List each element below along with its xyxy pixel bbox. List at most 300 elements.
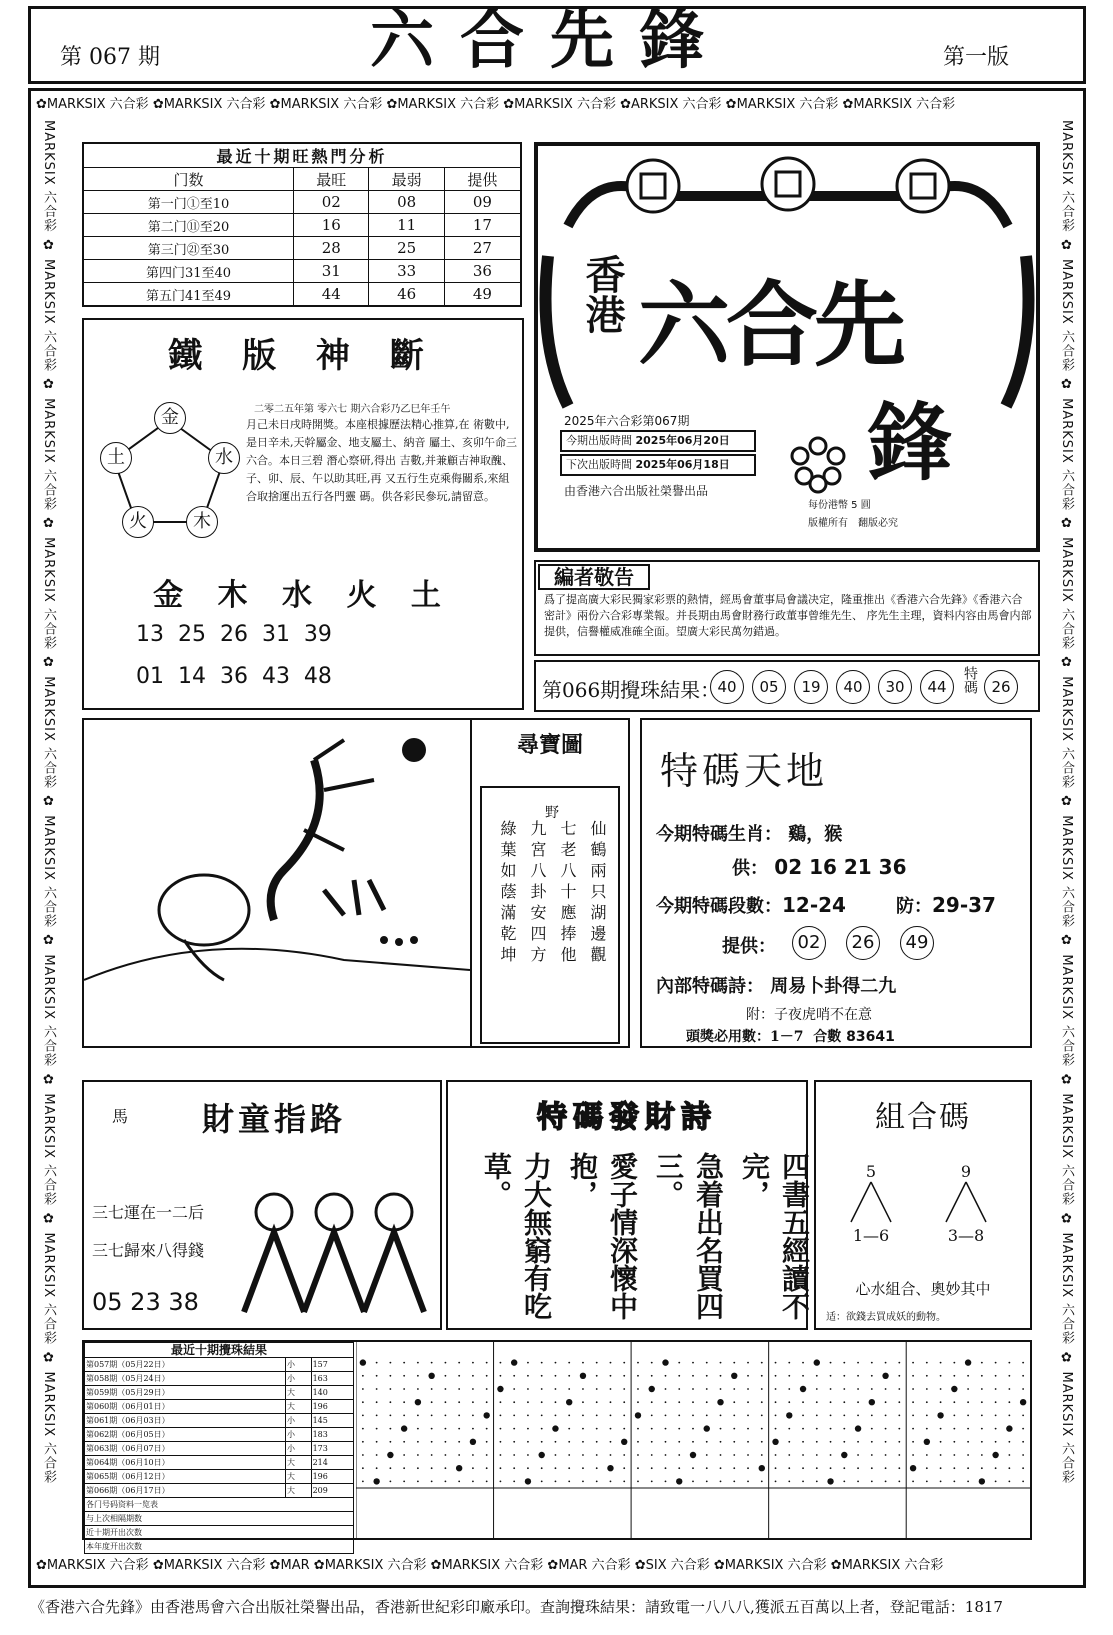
grid-dot: [967, 1467, 969, 1469]
grid-dot: [415, 1399, 421, 1405]
monkey-illustration: [84, 720, 470, 1046]
combo-title: 組合碼: [875, 1100, 971, 1135]
hot-cold-header: 门数 最旺 最弱 提供: [83, 168, 521, 191]
grid-dot: [527, 1401, 529, 1403]
grid-dot: [665, 1454, 667, 1456]
grid-dot: [541, 1428, 543, 1430]
grid-dot: [527, 1388, 529, 1390]
tieban-title: 鐵 版 神 斷: [168, 336, 438, 376]
grid-dot: [857, 1415, 859, 1417]
grid-dot: [610, 1388, 612, 1390]
grid-dot: [995, 1401, 997, 1403]
grid-dot: [720, 1454, 722, 1456]
grid-dot: [637, 1428, 639, 1430]
grid-dot: [458, 1362, 460, 1364]
grid-dot: [692, 1401, 694, 1403]
grid-dot: [500, 1467, 502, 1469]
grid-dot: [926, 1467, 928, 1469]
grid-dot: [816, 1428, 818, 1430]
grid-dot: [843, 1375, 845, 1377]
grid-dot: [1022, 1375, 1024, 1377]
result-ball: 44: [920, 670, 954, 704]
result-ball: 19: [794, 670, 828, 704]
grid-dot: [610, 1428, 612, 1430]
grid-dot: [733, 1467, 735, 1469]
grid-dot: [706, 1388, 708, 1390]
grid-dot: [1008, 1454, 1010, 1456]
grid-dot: [651, 1415, 653, 1417]
grid-dot: [733, 1428, 735, 1430]
grid-dot: [981, 1454, 983, 1456]
grid-dot: [428, 1373, 434, 1379]
grid-dot: [458, 1401, 460, 1403]
grid-dot: [387, 1452, 393, 1458]
grid-dot: [885, 1428, 887, 1430]
grid-dot: [827, 1478, 833, 1484]
grid-dot: [995, 1362, 997, 1364]
grid-dot: [555, 1415, 557, 1417]
grid-dot: [733, 1454, 735, 1456]
table-row: 第063期（06月07日） 小 173: [85, 1442, 354, 1456]
result-ball: 40: [710, 670, 744, 704]
grid-dot: [637, 1362, 639, 1364]
grid-dot: [555, 1467, 557, 1469]
grid-dot: [857, 1467, 859, 1469]
table-row: 第062期（06月05日） 小 183: [85, 1428, 354, 1442]
treasure-col-3: 九宮八卦安四方: [528, 820, 547, 967]
grid-dot: [596, 1362, 598, 1364]
grid-dot: [362, 1441, 364, 1443]
left-border-strip: MARKSIX 六合彩 ✿ MARKSIX 六合彩 ✿ MARKSIX 六合彩 ✿ MARKSIX 六合彩 ✿ MARKSIX 六合彩 ✿ MARKSIX 六合彩 ✿ MARKSIX 六合彩 ✿ MARKSIX 六合彩 ✿ MARKSIX 六合彩 ✿ MARKSIX 六合彩: [41, 120, 56, 1485]
grid-dot: [678, 1454, 680, 1456]
grid-dot: [981, 1467, 983, 1469]
grid-dot: [651, 1401, 653, 1403]
grid-dot: [830, 1415, 832, 1417]
grid-dot: [513, 1467, 515, 1469]
grid-dot: [610, 1454, 612, 1456]
grid-dot: [995, 1467, 997, 1469]
grid-dot: [541, 1388, 543, 1390]
grid-dot: [610, 1481, 612, 1483]
grid-dot: [830, 1375, 832, 1377]
table-row: 第057期（05月22日） 小 157: [85, 1358, 354, 1372]
grid-dot: [596, 1428, 598, 1430]
grid-dot: [362, 1454, 364, 1456]
poem-col-1: 四書五經讀不完，: [738, 1152, 811, 1320]
grid-dot: [555, 1441, 557, 1443]
grid-dot: [541, 1401, 543, 1403]
caitong-title: 財童指路: [202, 1100, 347, 1138]
grid-dot: [582, 1362, 584, 1364]
grid-dot: [692, 1388, 694, 1390]
grid-dot: [623, 1467, 625, 1469]
combo-bottom-left: 1—6: [852, 1226, 890, 1245]
grid-dot: [898, 1467, 900, 1469]
grid-dot: [843, 1467, 845, 1469]
grid-dot: [995, 1388, 997, 1390]
grid-dot: [720, 1467, 722, 1469]
grid-dot: [500, 1401, 502, 1403]
grid-dot: [775, 1481, 777, 1483]
grid-dot: [720, 1362, 722, 1364]
grid-dot: [362, 1415, 364, 1417]
grid-dot: [621, 1439, 627, 1445]
grid-dot: [816, 1388, 818, 1390]
grid-dot: [637, 1441, 639, 1443]
grid-dot: [940, 1441, 942, 1443]
grid-dot: [678, 1401, 680, 1403]
grid-dot: [747, 1362, 749, 1364]
children-illustration: [234, 1182, 434, 1322]
head-row: 頭獎必用數：1－7 合數 83641: [686, 1029, 895, 1045]
grid-dot: [362, 1375, 364, 1377]
grid-dot: [747, 1481, 749, 1483]
grid-dot: [511, 1359, 517, 1365]
grid-dot: [775, 1428, 777, 1430]
grid-dot: [568, 1441, 570, 1443]
grid-dot: [431, 1401, 433, 1403]
grid-dot: [885, 1441, 887, 1443]
poem-box: [446, 1080, 811, 1330]
grid-dot: [788, 1428, 790, 1430]
grid-dot: [926, 1375, 928, 1377]
grid-dot: [568, 1375, 570, 1377]
recent-title: 最近十期攪珠結果: [85, 1343, 354, 1358]
grid-dot: [761, 1454, 763, 1456]
grid-dot: [582, 1415, 584, 1417]
cover-feng: 鋒: [868, 393, 953, 492]
grid-dot: [761, 1428, 763, 1430]
grid-dot: [912, 1388, 914, 1390]
grid-dot: [665, 1441, 667, 1443]
offer-label: 提供：: [722, 936, 776, 957]
grid-dot: [623, 1375, 625, 1377]
grid-dot: [830, 1401, 832, 1403]
grid-dot: [486, 1481, 488, 1483]
treasure-title: 尋寶圖: [516, 732, 583, 758]
grid-dot: [1008, 1441, 1010, 1443]
grid-dot: [979, 1478, 985, 1484]
grid-dot: [871, 1415, 873, 1417]
grid-dot: [857, 1481, 859, 1483]
grid-dot: [830, 1388, 832, 1390]
issue-number: 第 067 期: [60, 45, 160, 70]
grid-dot: [843, 1428, 845, 1430]
grid-dot: [967, 1401, 969, 1403]
grid-dot: [857, 1454, 859, 1456]
grid-dot: [582, 1401, 584, 1403]
element-fire: 火: [122, 506, 154, 538]
grid-dot: [1022, 1388, 1024, 1390]
grid-dot: [953, 1362, 955, 1364]
grid-dot: [720, 1428, 722, 1430]
grid-dot: [513, 1428, 515, 1430]
grid-dot: [538, 1452, 544, 1458]
grid-dot: [401, 1425, 407, 1431]
grid-dot: [665, 1375, 667, 1377]
grid-dot: [761, 1401, 763, 1403]
grid-dot: [431, 1362, 433, 1364]
special-label: 特碼: [962, 666, 978, 694]
grid-dot: [376, 1428, 378, 1430]
table-row: 第058期（05月24日） 小 163: [85, 1372, 354, 1386]
grid-dot: [637, 1454, 639, 1456]
grid-dot: [527, 1362, 529, 1364]
grid-dot: [898, 1415, 900, 1417]
grid-dot: [1022, 1415, 1024, 1417]
grid-dot: [800, 1386, 806, 1392]
grid-dot: [555, 1375, 557, 1377]
grid-dot: [389, 1415, 391, 1417]
tieban-numbers-2: 01 14 36 43 48: [136, 664, 332, 689]
grid-dot: [706, 1467, 708, 1469]
combo-slogan: 心水組合、奧妙其中: [855, 1280, 991, 1298]
grid-dot: [720, 1415, 722, 1417]
grid-dot: [871, 1428, 873, 1430]
element-water: 水: [208, 442, 240, 474]
grid-dot: [843, 1362, 845, 1364]
grid-dot: [678, 1388, 680, 1390]
grid-dot: [417, 1467, 419, 1469]
grid-dot: [981, 1401, 983, 1403]
grid-dot: [500, 1428, 502, 1430]
grid-dot: [651, 1467, 653, 1469]
grid-dot: [568, 1362, 570, 1364]
grid-dot: [761, 1388, 763, 1390]
grid-dot: [706, 1375, 708, 1377]
grid-dot: [513, 1388, 515, 1390]
grid-dot: [704, 1425, 710, 1431]
grid-dot: [376, 1441, 378, 1443]
edition-label: 第一版: [943, 45, 1010, 70]
grid-dot: [596, 1375, 598, 1377]
combo-box: [814, 1080, 1032, 1330]
notice-box: [534, 560, 1040, 656]
grid-dot: [871, 1481, 873, 1483]
grid-dot: [376, 1375, 378, 1377]
grid-dot: [802, 1362, 804, 1364]
grid-dot: [967, 1441, 969, 1443]
grid-dot: [665, 1481, 667, 1483]
grid-dot: [926, 1362, 928, 1364]
grid-dot: [373, 1478, 379, 1484]
grid-dot: [830, 1454, 832, 1456]
treasure-ye: 野: [545, 805, 559, 821]
result-ball: 30: [878, 670, 912, 704]
grid-dot: [417, 1362, 419, 1364]
table-row: 第四门31至40 31 33 36: [83, 260, 521, 283]
grid-dot: [637, 1401, 639, 1403]
table-row: 第061期（06月03日） 小 145: [85, 1414, 354, 1428]
grid-dot: [775, 1375, 777, 1377]
grid-dot: [582, 1388, 584, 1390]
grid-dot: [967, 1375, 969, 1377]
grid-dot: [610, 1375, 612, 1377]
bottom-border-strip: ✿MARKSIX 六合彩 ✿MARKSIX 六合彩 ✿MAR ✿MARKSIX 六合彩 ✿MARKSIX 六合彩 ✿MAR 六合彩 ✿SIX 六合彩 ✿MARKSIX 六合彩 ✿MARKSIX 六合彩: [36, 1558, 944, 1573]
grid-dot: [924, 1439, 930, 1445]
grid-dot: [885, 1388, 887, 1390]
grid-dot: [720, 1441, 722, 1443]
grid-dot: [898, 1375, 900, 1377]
grid-dot: [816, 1441, 818, 1443]
grid-dot: [953, 1401, 955, 1403]
grid-dot: [472, 1467, 474, 1469]
grid-dot: [360, 1359, 366, 1365]
grid-dot: [885, 1362, 887, 1364]
element-wood: 木: [186, 506, 218, 538]
caitong-line1: 三七運在一二后: [92, 1203, 205, 1222]
table-row: 第三门㉑至30 28 25 27: [83, 237, 521, 260]
grid-dot: [967, 1428, 969, 1430]
grid-dot: [898, 1428, 900, 1430]
table-row: 第059期（05月29日） 大 140: [85, 1386, 354, 1400]
grid-dot: [541, 1467, 543, 1469]
grid-dot: [555, 1388, 557, 1390]
grid-dot: [871, 1388, 873, 1390]
grid-dot: [1008, 1415, 1010, 1417]
last-result-label: 第066期攪珠結果：: [542, 678, 721, 702]
grid-dot: [458, 1415, 460, 1417]
grid-dot: [926, 1428, 928, 1430]
grid-dot: [926, 1415, 928, 1417]
grid-dot: [871, 1441, 873, 1443]
combo-top-right: 9: [960, 1162, 972, 1181]
grid-dot: [953, 1441, 955, 1443]
grid-dot: [678, 1375, 680, 1377]
element-earth: 土: [100, 442, 132, 474]
grid-dot: [513, 1401, 515, 1403]
grid-dot: [733, 1481, 735, 1483]
grid-dot: [403, 1415, 405, 1417]
grid-dot: [885, 1401, 887, 1403]
summary-row: 各门号码资料一览表: [85, 1498, 354, 1512]
grid-dot: [541, 1362, 543, 1364]
grid-dot: [871, 1454, 873, 1456]
grid-dot: [403, 1362, 405, 1364]
grid-dot: [747, 1467, 749, 1469]
grid-dot: [761, 1415, 763, 1417]
grid-dot: [869, 1399, 875, 1405]
table-row: 第二门⑪至20 16 11 17: [83, 214, 521, 237]
grid-dot: [486, 1401, 488, 1403]
grid-dot: [802, 1401, 804, 1403]
cover-publisher: 由香港六合出版社榮譽出品: [564, 484, 709, 498]
grid-dot: [637, 1388, 639, 1390]
grid-dot: [841, 1452, 847, 1458]
grid-dot: [678, 1415, 680, 1417]
grid-dot: [555, 1362, 557, 1364]
grid-dot: [802, 1415, 804, 1417]
grid-dot: [788, 1441, 790, 1443]
grid-dot: [525, 1478, 531, 1484]
caitong-box: [82, 1080, 442, 1330]
grid-dot: [775, 1362, 777, 1364]
grid-dot: [772, 1439, 778, 1445]
grid-dot: [486, 1467, 488, 1469]
grid-dot: [967, 1481, 969, 1483]
grid-dot: [761, 1375, 763, 1377]
grid-dot: [816, 1454, 818, 1456]
grid-dot: [376, 1415, 378, 1417]
grid-dot: [940, 1388, 942, 1390]
grid-dot: [665, 1428, 667, 1430]
grid-dot: [871, 1362, 873, 1364]
grid-dot: [417, 1388, 419, 1390]
grid-dot: [596, 1441, 598, 1443]
grid-dot: [953, 1415, 955, 1417]
grid-dot: [376, 1388, 378, 1390]
grid-dot: [965, 1359, 971, 1365]
grid-dot: [665, 1467, 667, 1469]
grid-dot: [500, 1481, 502, 1483]
combo-bottom-right: 3—8: [947, 1226, 985, 1245]
grid-dot: [527, 1375, 529, 1377]
grid-dot: [898, 1401, 900, 1403]
grid-dot: [541, 1375, 543, 1377]
grid-dot: [953, 1454, 955, 1456]
grid-dot: [733, 1401, 735, 1403]
grid-dot: [940, 1401, 942, 1403]
grid-dot: [389, 1428, 391, 1430]
tema-title: 特碼天地: [660, 749, 829, 793]
offer-ball: 02: [792, 926, 826, 960]
grid-dot: [665, 1415, 667, 1417]
grid-dot: [678, 1441, 680, 1443]
grid-dot: [843, 1481, 845, 1483]
grid-dot: [596, 1481, 598, 1483]
grid-dot: [733, 1388, 735, 1390]
grid-dot: [403, 1467, 405, 1469]
grid-dot: [568, 1467, 570, 1469]
grid-dot: [417, 1428, 419, 1430]
grid-dot: [788, 1467, 790, 1469]
grid-dot: [582, 1481, 584, 1483]
grid-dot: [596, 1388, 598, 1390]
grid-dot: [445, 1454, 447, 1456]
grid-dot: [898, 1481, 900, 1483]
special-ball: 26: [984, 670, 1018, 704]
grid-dot: [843, 1388, 845, 1390]
recent-results-box: [82, 1340, 1032, 1551]
grid-dot: [747, 1428, 749, 1430]
grid-dot: [788, 1362, 790, 1364]
grid-dot: [678, 1428, 680, 1430]
grid-dot: [692, 1362, 694, 1364]
grid-dot: [527, 1441, 529, 1443]
grid-dot: [555, 1481, 557, 1483]
grid-dot: [568, 1415, 570, 1417]
caitong-numbers: 05 23 38: [92, 1288, 199, 1316]
grid-dot: [376, 1362, 378, 1364]
grid-dot: [389, 1388, 391, 1390]
grid-dot: [623, 1362, 625, 1364]
grid-dot: [706, 1454, 708, 1456]
grid-dot: [417, 1441, 419, 1443]
grid-dot: [692, 1467, 694, 1469]
grid-dot: [816, 1467, 818, 1469]
grid-dot: [775, 1388, 777, 1390]
grid-dot: [497, 1386, 503, 1392]
grid-dot: [541, 1441, 543, 1443]
grid-dot: [403, 1401, 405, 1403]
grid-dot: [788, 1401, 790, 1403]
grid-dot: [747, 1415, 749, 1417]
top-border-strip: ✿MARKSIX 六合彩 ✿MARKSIX 六合彩 ✿MARKSIX 六合彩 ✿MARKSIX 六合彩 ✿MARKSIX 六合彩 ✿ARKSIX 六合彩 ✿MARKSIX 六合彩 ✿MARKSIX 六合彩: [36, 97, 956, 112]
poem-col-4: 力大無窮有吃草。: [480, 1152, 553, 1320]
grid-dot: [458, 1441, 460, 1443]
grid-dot: [747, 1454, 749, 1456]
grid-dot: [458, 1481, 460, 1483]
